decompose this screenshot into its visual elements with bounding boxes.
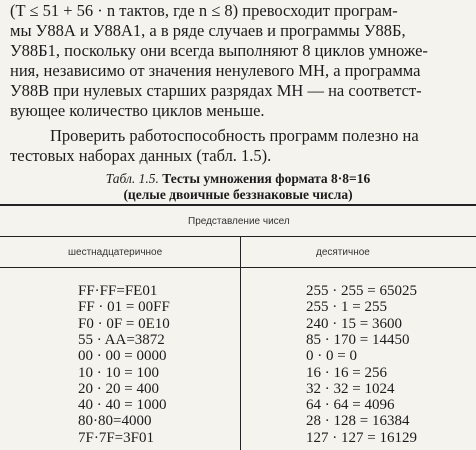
text-line: тестовых наборах данных (табл. 1.5). bbox=[10, 146, 272, 165]
hex-cell: F0 · 0F = 0E10 bbox=[78, 315, 170, 332]
hex-cell: 00 · 00 = 0000 bbox=[78, 348, 167, 365]
column-header-divider bbox=[0, 267, 476, 268]
hex-cell: 7F·7F=3F01 bbox=[78, 429, 154, 446]
text-line: ния, независимо от значения ненулевого МН, а программа bbox=[10, 61, 421, 80]
text-line: вующее количество циклов меньше. bbox=[10, 101, 265, 120]
dec-cell: 240 · 15 = 3600 bbox=[306, 315, 402, 332]
column-divider bbox=[240, 236, 241, 450]
dec-cell: 0 · 0 = 0 bbox=[306, 348, 357, 365]
hex-cell: 80·80=4000 bbox=[78, 413, 152, 430]
hex-cell: FF · 01 = 00FF bbox=[78, 299, 170, 316]
text-line: мы У88А и У88А1, а в ряде случаев и программы У88Б, bbox=[10, 21, 406, 40]
column-header-hex: шестнадцатеричное bbox=[68, 247, 163, 258]
header-divider bbox=[0, 236, 476, 237]
table-caption bbox=[0, 170, 476, 187]
dec-cell: 16 · 16 = 256 bbox=[306, 364, 387, 381]
dec-cell: 127 · 127 = 16129 bbox=[306, 429, 417, 446]
dec-cell: 32 · 32 = 1024 bbox=[306, 380, 395, 397]
group-header: Представление чисел bbox=[188, 216, 290, 227]
hex-cell: 20 · 20 = 400 bbox=[78, 380, 159, 397]
column-header-dec: десятичное bbox=[316, 247, 370, 258]
hex-cell: FF·FF=FE01 bbox=[78, 283, 158, 299]
dec-cell: 28 · 128 = 16384 bbox=[306, 413, 410, 430]
dec-cell: 64 · 64 = 4096 bbox=[306, 397, 395, 414]
text-line: У88В при нулевых старших разрядах МН — на соответст- bbox=[10, 81, 422, 100]
hex-cell: 10 · 10 = 100 bbox=[78, 364, 159, 381]
dec-cell: 255 · 255 = 65025 bbox=[306, 283, 417, 299]
table-subtitle: (целые двоичные беззнаковые числа) bbox=[123, 187, 353, 202]
hex-cell: 40 · 40 = 1000 bbox=[78, 397, 167, 414]
text-line: (T ≤ 51 + 56 · n тактов, где n ≤ 8) превосходит програм- bbox=[10, 1, 398, 20]
dec-cell: 85 · 170 = 14450 bbox=[306, 331, 410, 348]
table-label: Табл. 1.5. bbox=[105, 171, 159, 186]
table-title: Тесты умножения формата 8·8=16 bbox=[162, 171, 371, 186]
text-line: У88Б1, поскольку они всегда выполняют 8 циклов умноже- bbox=[10, 41, 428, 60]
table-top-rule bbox=[0, 204, 476, 206]
hex-cell: 55 · AA=3872 bbox=[78, 331, 165, 348]
dec-cell: 255 · 1 = 255 bbox=[306, 299, 387, 316]
text-line: Проверить работоспособность программ полезно на bbox=[50, 126, 419, 145]
